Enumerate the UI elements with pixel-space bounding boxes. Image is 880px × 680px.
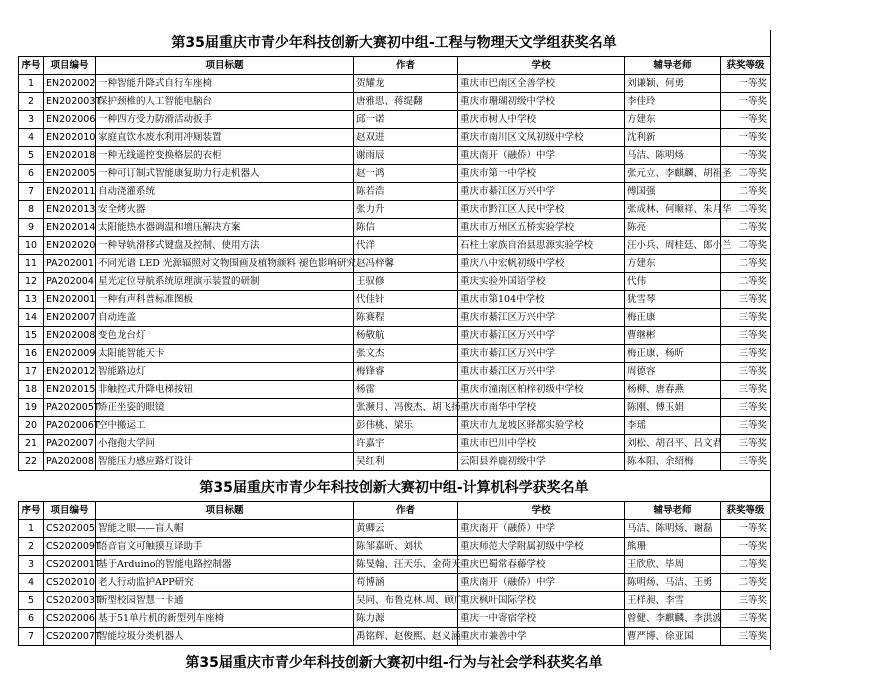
cell-award: 一等奖 xyxy=(721,538,771,556)
cell-author: 王驭修 xyxy=(354,273,458,291)
cell-author: 陈信 xyxy=(354,219,458,237)
header-index: 序号 xyxy=(19,502,44,520)
cell-award: 一等奖 xyxy=(721,147,771,165)
cell-school: 重庆南开（融侨）中学 xyxy=(458,574,625,592)
table-row xyxy=(19,453,771,471)
section2-body xyxy=(19,520,771,646)
cell-school: 重庆市巴川中学校 xyxy=(458,435,625,453)
cell-advisor: 梅正康 xyxy=(625,309,721,327)
cell-author: 吴同、布鲁克林.周、顾广 xyxy=(354,592,458,610)
header-school: 学校 xyxy=(458,502,625,520)
cell-author: 赵一鸿 xyxy=(354,165,458,183)
cell-index: 18 xyxy=(19,381,44,399)
header-author: 作者 xyxy=(354,502,458,520)
cell-index: 14 xyxy=(19,309,44,327)
header-project-id: 项目编号 xyxy=(44,502,96,520)
cell-author: 唐雅思、蒋缇翻 xyxy=(354,93,458,111)
cell-project-id: PA202008 xyxy=(44,453,96,471)
cell-project-id: CS202005 xyxy=(44,520,96,538)
cell-advisor: 刘谦颖、何勇 xyxy=(625,75,721,93)
cell-project-id: EN202003T xyxy=(44,93,96,111)
cell-author: 彭伟桃、梁乐 xyxy=(354,417,458,435)
cell-project-title: 一种有声科普标准图板 xyxy=(96,291,354,309)
cell-advisor: 陈刚、傅玉娟 xyxy=(625,399,721,417)
cell-advisor: 王欣欣、毕周 xyxy=(625,556,721,574)
cell-award: 三等奖 xyxy=(721,327,771,345)
cell-project-title: 智能路边灯 xyxy=(96,363,354,381)
cell-project-id: EN202015 xyxy=(44,381,96,399)
cell-project-title: 变色龙台灯 xyxy=(96,327,354,345)
cell-author: 陈旻翰、汪天乐、金荷天 xyxy=(354,556,458,574)
cell-advisor: 梅正康、杨昕 xyxy=(625,345,721,363)
cell-advisor: 陈亮 xyxy=(625,219,721,237)
cell-advisor: 曾健、李麒麟、李洪波 xyxy=(625,610,721,628)
cell-award: 三等奖 xyxy=(721,381,771,399)
cell-project-title: 太阳能智能天卡 xyxy=(96,345,354,363)
cell-project-id: CS202006 xyxy=(44,610,96,628)
cell-school: 重庆市巴南区全善学校 xyxy=(458,75,625,93)
cell-project-id: EN202008 xyxy=(44,327,96,345)
cell-school: 重庆市綦江区万兴中学 xyxy=(458,183,625,201)
cell-award: 三等奖 xyxy=(721,345,771,363)
cell-school: 重庆市南川区文凤初级中学校 xyxy=(458,129,625,147)
cell-author: 赵冯梓馨 xyxy=(354,255,458,273)
cell-advisor: 张成林、何顺祥、朱月华 xyxy=(625,201,721,219)
cell-advisor: 汪小兵、周桂廷、郎小兰 xyxy=(625,237,721,255)
cell-index: 19 xyxy=(19,399,44,417)
cell-index: 7 xyxy=(19,183,44,201)
cell-index: 11 xyxy=(19,255,44,273)
cell-advisor: 马洁、陈明炀 xyxy=(625,147,721,165)
cell-project-id: EN202006 xyxy=(44,111,96,129)
cell-project-id: EN202012 xyxy=(44,363,96,381)
table-row xyxy=(19,93,771,111)
cell-project-title: 智能垃圾分类机器人 xyxy=(96,628,354,646)
cell-author: 梅锋睿 xyxy=(354,363,458,381)
section2-title: 第35届重庆市青少年科技创新大赛初中组-计算机科学获奖名单 xyxy=(199,480,589,496)
cell-index: 9 xyxy=(19,219,44,237)
cell-project-title: 基于51单片机的新型列车座椅 xyxy=(96,610,354,628)
table-row xyxy=(19,255,771,273)
cell-index: 15 xyxy=(19,327,44,345)
table-row xyxy=(19,273,771,291)
cell-award: 三等奖 xyxy=(721,453,771,471)
cell-award: 二等奖 xyxy=(721,165,771,183)
cell-author: 代佳针 xyxy=(354,291,458,309)
cell-project-id: CS202001T xyxy=(44,556,96,574)
table-row xyxy=(19,520,771,538)
cell-school: 重庆市树人中学校 xyxy=(458,111,625,129)
cell-project-id: PA202006T xyxy=(44,417,96,435)
cell-advisor: 曹严博、徐亚国 xyxy=(625,628,721,646)
cell-advisor: 犹雪琴 xyxy=(625,291,721,309)
cell-award: 一等奖 xyxy=(721,520,771,538)
cell-award: 三等奖 xyxy=(721,628,771,646)
cell-author: 代洋 xyxy=(354,237,458,255)
cell-project-id: EN202005 xyxy=(44,165,96,183)
cell-project-id: CS202010 xyxy=(44,574,96,592)
cell-author: 贺耀龙 xyxy=(354,75,458,93)
cell-award: 一等奖 xyxy=(721,93,771,111)
cell-award: 三等奖 xyxy=(721,309,771,327)
cell-author: 杨敬航 xyxy=(354,327,458,345)
cell-project-title: 智能之眼——盲人帽 xyxy=(96,520,354,538)
cell-author: 苟博涵 xyxy=(354,574,458,592)
header-award: 获奖等级 xyxy=(721,502,771,520)
cell-school: 重庆市珊瑚初级中学校 xyxy=(458,93,625,111)
table-row xyxy=(19,201,771,219)
header-project-title: 项目标题 xyxy=(96,57,354,75)
cell-advisor: 马洁、陈明炀、谢磊 xyxy=(625,520,721,538)
cell-project-id: CS202009T xyxy=(44,538,96,556)
spreadsheet xyxy=(18,30,770,676)
header-project-id: 项目编号 xyxy=(44,57,96,75)
cell-index: 13 xyxy=(19,291,44,309)
cell-award: 一等奖 xyxy=(721,75,771,93)
cell-advisor: 熊珊 xyxy=(625,538,721,556)
cell-project-title: 基于Arduino的智能电路控制器 xyxy=(96,556,354,574)
cell-project-id: EN202020 xyxy=(44,237,96,255)
cell-award: 三等奖 xyxy=(721,363,771,381)
cell-project-id: EN202013 xyxy=(44,201,96,219)
table-row xyxy=(19,147,771,165)
cell-project-id: EN202007 xyxy=(44,309,96,327)
cell-school: 重庆市綦江区万兴中学 xyxy=(458,345,625,363)
table-row xyxy=(19,592,771,610)
table-row xyxy=(19,219,771,237)
cell-award: 一等奖 xyxy=(721,129,771,147)
table-row xyxy=(19,291,771,309)
cell-project-title: 一种无线遥控变换格层的衣柜 xyxy=(96,147,354,165)
cell-school: 重庆市第104中学校 xyxy=(458,291,625,309)
table-row xyxy=(19,574,771,592)
cell-award: 二等奖 xyxy=(721,183,771,201)
cell-author: 黄卿云 xyxy=(354,520,458,538)
cell-school: 重庆一中寄宿学校 xyxy=(458,610,625,628)
header-award: 获奖等级 xyxy=(721,57,771,75)
cell-advisor: 李佳玲 xyxy=(625,93,721,111)
cell-school: 重庆市黔江区人民中学校 xyxy=(458,201,625,219)
cell-project-title: 矫正坐姿的眼镜 xyxy=(96,399,354,417)
cell-project-id: CS202003T xyxy=(44,592,96,610)
table-row xyxy=(19,628,771,646)
cell-author: 张文杰 xyxy=(354,345,458,363)
cell-award: 三等奖 xyxy=(721,592,771,610)
cell-school: 重庆师范大学附属初级中学校 xyxy=(458,538,625,556)
cell-school: 重庆八中宏帆初级中学校 xyxy=(458,255,625,273)
cell-author: 张濒月、冯俊杰、胡飞扬 xyxy=(354,399,458,417)
header-school: 学校 xyxy=(458,57,625,75)
cell-author: 陈赛程 xyxy=(354,309,458,327)
cell-index: 4 xyxy=(19,574,44,592)
cell-school: 重庆市九龙坡区驿都实验学校 xyxy=(458,417,625,435)
cell-advisor: 李瑶 xyxy=(625,417,721,435)
table-row xyxy=(19,237,771,255)
cell-school: 重庆市綦江区万兴中学 xyxy=(458,309,625,327)
cell-award: 三等奖 xyxy=(721,610,771,628)
cell-index: 21 xyxy=(19,435,44,453)
table-row xyxy=(19,165,771,183)
section2-table xyxy=(18,501,771,646)
section1-header-row xyxy=(19,57,771,75)
cell-index: 5 xyxy=(19,147,44,165)
table-row xyxy=(19,345,771,363)
cell-index: 12 xyxy=(19,273,44,291)
cell-award: 二等奖 xyxy=(721,255,771,273)
cell-school: 重庆南开（融侨）中学 xyxy=(458,147,625,165)
header-advisor: 辅导老师 xyxy=(625,57,721,75)
cell-project-id: EN202010 xyxy=(44,129,96,147)
cell-index: 2 xyxy=(19,538,44,556)
cell-index: 6 xyxy=(19,610,44,628)
cell-advisor: 张元立、李麒麟、胡祖圣 xyxy=(625,165,721,183)
cell-award: 二等奖 xyxy=(721,201,771,219)
cell-project-id: PA202005T xyxy=(44,399,96,417)
cell-project-id: EN202001 xyxy=(44,291,96,309)
cell-project-title: 智能压力感应路灯设计 xyxy=(96,453,354,471)
table-row xyxy=(19,556,771,574)
cell-school: 重庆市万州区五桥实验学校 xyxy=(458,219,625,237)
cell-advisor: 方建东 xyxy=(625,255,721,273)
cell-author: 赵双进 xyxy=(354,129,458,147)
cell-school: 重庆市南华中学校 xyxy=(458,399,625,417)
cell-project-title: 家庭直饮水废水利用冲厕装置 xyxy=(96,129,354,147)
cell-project-id: EN202002 xyxy=(44,75,96,93)
cell-project-title: 老人行动监护APP研究 xyxy=(96,574,354,592)
table-row xyxy=(19,309,771,327)
cell-project-title: 空中搬运工 xyxy=(96,417,354,435)
cell-author: 许嘉宇 xyxy=(354,435,458,453)
cell-author: 陈若浩 xyxy=(354,183,458,201)
table-row xyxy=(19,399,771,417)
cell-author: 谢雨辰 xyxy=(354,147,458,165)
cell-index: 4 xyxy=(19,129,44,147)
cell-project-title: 一种导轨滑移式键盘及控制、使用方法 xyxy=(96,237,354,255)
section1-table xyxy=(18,56,771,471)
cell-author: 禹铭辉、赵俊熙、赵义涵 xyxy=(354,628,458,646)
cell-advisor: 刘松、胡召平、吕文君 xyxy=(625,435,721,453)
cell-school: 重庆南开（融侨）中学 xyxy=(458,520,625,538)
cell-advisor: 王样昶、李雪 xyxy=(625,592,721,610)
cell-project-title: 一种智能升降式自行车座椅 xyxy=(96,75,354,93)
header-index: 序号 xyxy=(19,57,44,75)
table-row xyxy=(19,381,771,399)
cell-index: 6 xyxy=(19,165,44,183)
cell-advisor: 周德容 xyxy=(625,363,721,381)
cell-project-title: 安全烤火器 xyxy=(96,201,354,219)
table-row xyxy=(19,183,771,201)
cell-advisor: 方建东 xyxy=(625,111,721,129)
cell-index: 2 xyxy=(19,93,44,111)
cell-project-id: EN202014 xyxy=(44,219,96,237)
cell-advisor: 曹继彬 xyxy=(625,327,721,345)
cell-project-title: 星光定位导航系统原理演示装置的研制 xyxy=(96,273,354,291)
cell-project-title: 不同光谱 LED 光源辐照对文物围画及植物颜料 褪色影响研究 xyxy=(96,255,354,273)
cell-school: 重庆实验外国语学校 xyxy=(458,273,625,291)
cell-author: 陈力源 xyxy=(354,610,458,628)
cell-school: 石柱土家族自治县思源实验学校 xyxy=(458,237,625,255)
cell-award: 三等奖 xyxy=(721,399,771,417)
cell-school: 重庆市兼善中学 xyxy=(458,628,625,646)
cell-index: 20 xyxy=(19,417,44,435)
cell-project-title: 一种可订制式智能康复助力行走机器人 xyxy=(96,165,354,183)
cell-school: 重庆市綦江区万兴中学 xyxy=(458,363,625,381)
cell-project-title: 语音盲文可触摸互译助手 xyxy=(96,538,354,556)
table-row xyxy=(19,75,771,93)
header-author: 作者 xyxy=(354,57,458,75)
cell-project-id: PA202004 xyxy=(44,273,96,291)
cell-index: 10 xyxy=(19,237,44,255)
cell-project-title: 非触控式升降电梯按钮 xyxy=(96,381,354,399)
cell-advisor: 代伟 xyxy=(625,273,721,291)
cell-index: 17 xyxy=(19,363,44,381)
section3-title: 第35届重庆市青少年科技创新大赛初中组-行为与社会学科获奖名单 xyxy=(185,655,603,671)
section2-header-row xyxy=(19,502,771,520)
table-row xyxy=(19,538,771,556)
cell-advisor: 陈明炀、马洁、王勇 xyxy=(625,574,721,592)
cell-award: 二等奖 xyxy=(721,237,771,255)
cell-author: 邱一诺 xyxy=(354,111,458,129)
cell-award: 一等奖 xyxy=(721,111,771,129)
header-project-title: 项目标题 xyxy=(96,502,354,520)
table-row xyxy=(19,129,771,147)
cell-project-id: PA202001 xyxy=(44,255,96,273)
cell-award: 二等奖 xyxy=(721,219,771,237)
cell-project-title: 自动连盖 xyxy=(96,309,354,327)
cell-index: 16 xyxy=(19,345,44,363)
cell-award: 二等奖 xyxy=(721,574,771,592)
cell-index: 3 xyxy=(19,111,44,129)
cell-project-title: 新型校园智慧一卡通 xyxy=(96,592,354,610)
cell-index: 3 xyxy=(19,556,44,574)
cell-project-title: 太阳能热水器调温和增压解决方案 xyxy=(96,219,354,237)
cell-award: 三等奖 xyxy=(721,291,771,309)
cell-school: 重庆枫叶国际学校 xyxy=(458,592,625,610)
header-advisor: 辅导老师 xyxy=(625,502,721,520)
cell-index: 1 xyxy=(19,520,44,538)
cell-school: 云阳县养鹿初级中学 xyxy=(458,453,625,471)
cell-author: 张力升 xyxy=(354,201,458,219)
cell-project-id: PA202007 xyxy=(44,435,96,453)
cell-advisor: 沈利新 xyxy=(625,129,721,147)
table-row xyxy=(19,417,771,435)
cell-school: 重庆市綦江区万兴中学 xyxy=(458,327,625,345)
cell-project-id: EN202009 xyxy=(44,345,96,363)
cell-award: 三等奖 xyxy=(721,417,771,435)
table-row xyxy=(19,327,771,345)
cell-project-title: 自动浇灌系统 xyxy=(96,183,354,201)
cell-award: 二等奖 xyxy=(721,273,771,291)
table-row xyxy=(19,111,771,129)
table-row xyxy=(19,363,771,381)
cell-advisor: 杨柳、唐春燕 xyxy=(625,381,721,399)
cell-index: 1 xyxy=(19,75,44,93)
cell-project-id: EN202018 xyxy=(44,147,96,165)
cell-award: 三等奖 xyxy=(721,435,771,453)
table-row xyxy=(19,610,771,628)
cell-award: 二等奖 xyxy=(721,556,771,574)
cell-index: 22 xyxy=(19,453,44,471)
cell-author: 陈邹嘉昕、刘状 xyxy=(354,538,458,556)
cell-project-title: 保护颈椎的人工智能电脑台 xyxy=(96,93,354,111)
cell-project-id: EN202011 xyxy=(44,183,96,201)
cell-advisor: 陈本阳、余绍梅 xyxy=(625,453,721,471)
cell-advisor: 傅国强 xyxy=(625,183,721,201)
section1-body xyxy=(19,75,771,471)
cell-school: 重庆市潼南区柏梓初级中学校 xyxy=(458,381,625,399)
cell-index: 7 xyxy=(19,628,44,646)
cell-author: 吴红利 xyxy=(354,453,458,471)
cell-index: 5 xyxy=(19,592,44,610)
cell-project-id: CS202007T xyxy=(44,628,96,646)
table-row xyxy=(19,435,771,453)
cell-index: 8 xyxy=(19,201,44,219)
cell-project-title: 小孢孢大学问 xyxy=(96,435,354,453)
cell-school: 重庆巴蜀常春藤学校 xyxy=(458,556,625,574)
section1-title: 第35届重庆市青少年科技创新大赛初中组-工程与物理天文学组获奖名单 xyxy=(171,35,617,51)
cell-school: 重庆市第一中学校 xyxy=(458,165,625,183)
cell-author: 杨雷 xyxy=(354,381,458,399)
cell-project-title: 一种四方受力防滑活动扳手 xyxy=(96,111,354,129)
